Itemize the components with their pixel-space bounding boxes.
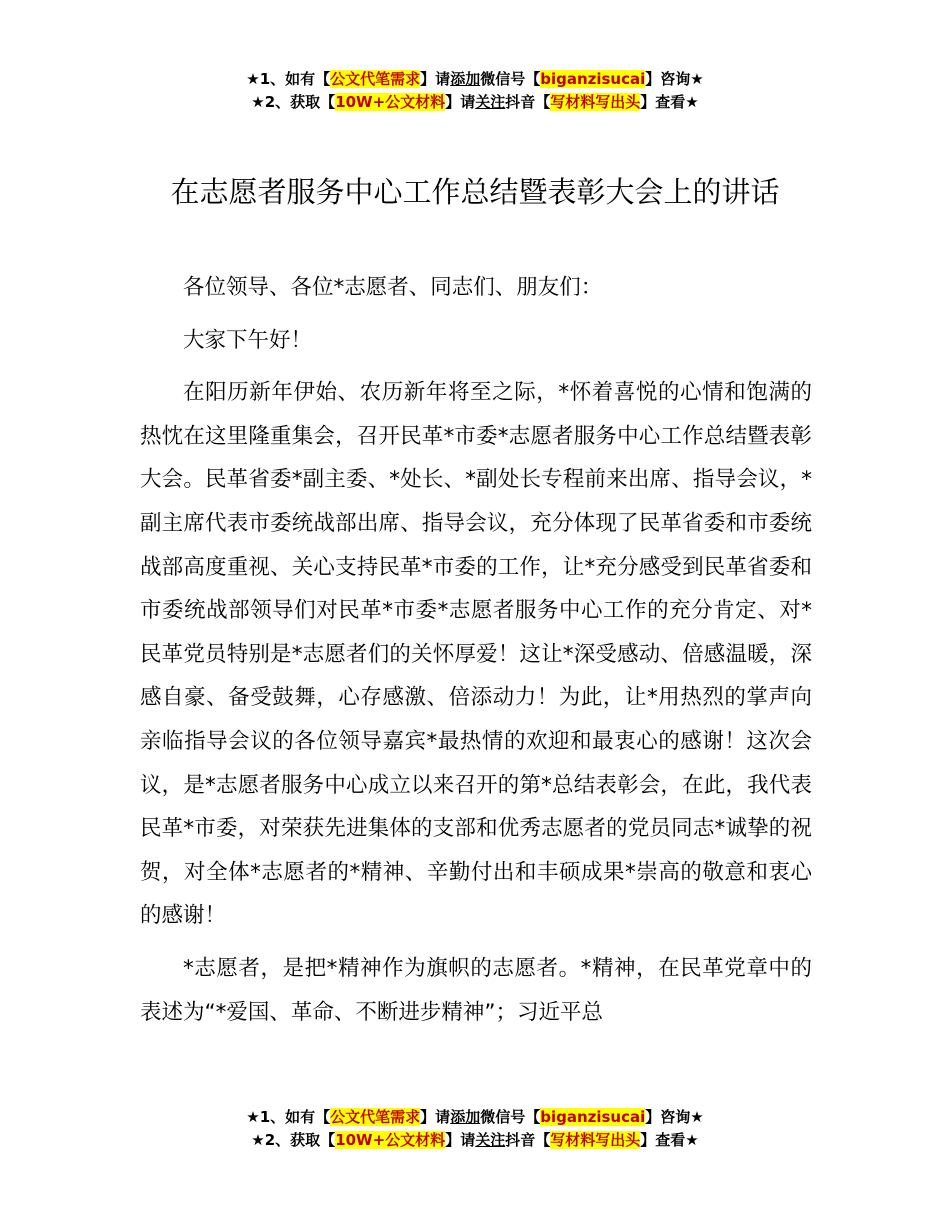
promo-text: ★1、如有【 — [246, 70, 331, 88]
promo-footer — [0, 1106, 950, 1152]
promo-highlight: 10W+公文材料 — [335, 1131, 446, 1149]
promo-highlight: 写材料写出头 — [550, 93, 641, 111]
promo-highlight: 写材料写出头 — [550, 1131, 641, 1149]
promo-text: ★2、获取【 — [251, 1131, 336, 1149]
body-paragraph: 在阳历新年伊始、农历新年将至之际，*怀着喜悦的心情和饱满的热忱在这里隆重集会，召开民革*市委*志愿者服务中心工作总结暨表彰大会。民革省委*副主委、*处长、*副处长专程前来出席、指导会议，*副主席代表市委统战部出席、指导会议，充分体现了民革省委和市委统战部高度重视、关心支持民革*市委的工作，让*充分感受到民革省委和市委统战部领导们对民革*市委*志愿者服务中心工作的充分肯定、对*民革党员特别是*志愿者们的关怀厚爱！这让*深受感动、倍感温暖，深感自豪、备受鼓舞，心存感激、倍添动力！为此，让*用热烈的掌声向亲临指导会议的各位领导嘉宾*最热情的欢迎和最衷心的感谢！这次会议，是*志愿者服务中心成立以来召开的第*总结表彰会，在此，我代表民革*市委，对荣获先进集体的支部和优秀志愿者的党员同志*诚挚的祝贺，对全体*志愿者的*精神、辛勤付出和丰硕成果*崇高的敬意和衷心的感谢！ — [140, 380, 812, 929]
promo-text: 】咨询★ — [645, 1108, 704, 1126]
promo-underline: 添加 — [450, 1108, 481, 1126]
promo-text: 】请 — [445, 93, 476, 111]
promo-text: 微信号【 — [480, 70, 541, 88]
promo-underline: 添加 — [450, 70, 481, 88]
document-title: 在志愿者服务中心工作总结暨表彰大会上的讲话 — [170, 175, 780, 209]
promo-underline: 关注 — [475, 1131, 506, 1149]
greeting: 大家下午好！ — [183, 327, 313, 353]
promo-text: ★2、获取【 — [251, 93, 336, 111]
document-body — [140, 266, 812, 1043]
promo-text: 】请 — [420, 1108, 451, 1126]
promo-text: 抖音【 — [505, 1131, 551, 1149]
promo-text: 】查看★ — [640, 93, 699, 111]
promo-highlight: biganzisucai — [540, 70, 646, 88]
body-paragraph: *志愿者，是把*精神作为旗帜的志愿者。*精神，在民革党章中的表述为“*爱国、革命、不断进步精神”；习近平总 — [140, 955, 812, 1025]
promo-text: 】咨询★ — [645, 70, 704, 88]
promo-line-1 — [0, 1106, 950, 1129]
promo-header — [0, 68, 950, 114]
promo-underline: 关注 — [475, 93, 506, 111]
promo-highlight: biganzisucai — [540, 1108, 646, 1126]
promo-highlight: 公文代笔需求 — [330, 70, 421, 88]
promo-text: 抖音【 — [505, 93, 551, 111]
promo-text: ★1、如有【 — [246, 1108, 331, 1126]
promo-text: 微信号【 — [480, 1108, 541, 1126]
promo-highlight: 10W+公文材料 — [335, 93, 446, 111]
promo-line-2 — [0, 1129, 950, 1152]
promo-line-1 — [0, 68, 950, 91]
promo-text: 】请 — [420, 70, 451, 88]
promo-text: 】查看★ — [640, 1131, 699, 1149]
salutation: 各位领导、各位*志愿者、同志们、朋友们： — [183, 275, 603, 300]
promo-line-2 — [0, 91, 950, 114]
promo-highlight: 公文代笔需求 — [330, 1108, 421, 1126]
promo-text: 】请 — [445, 1131, 476, 1149]
